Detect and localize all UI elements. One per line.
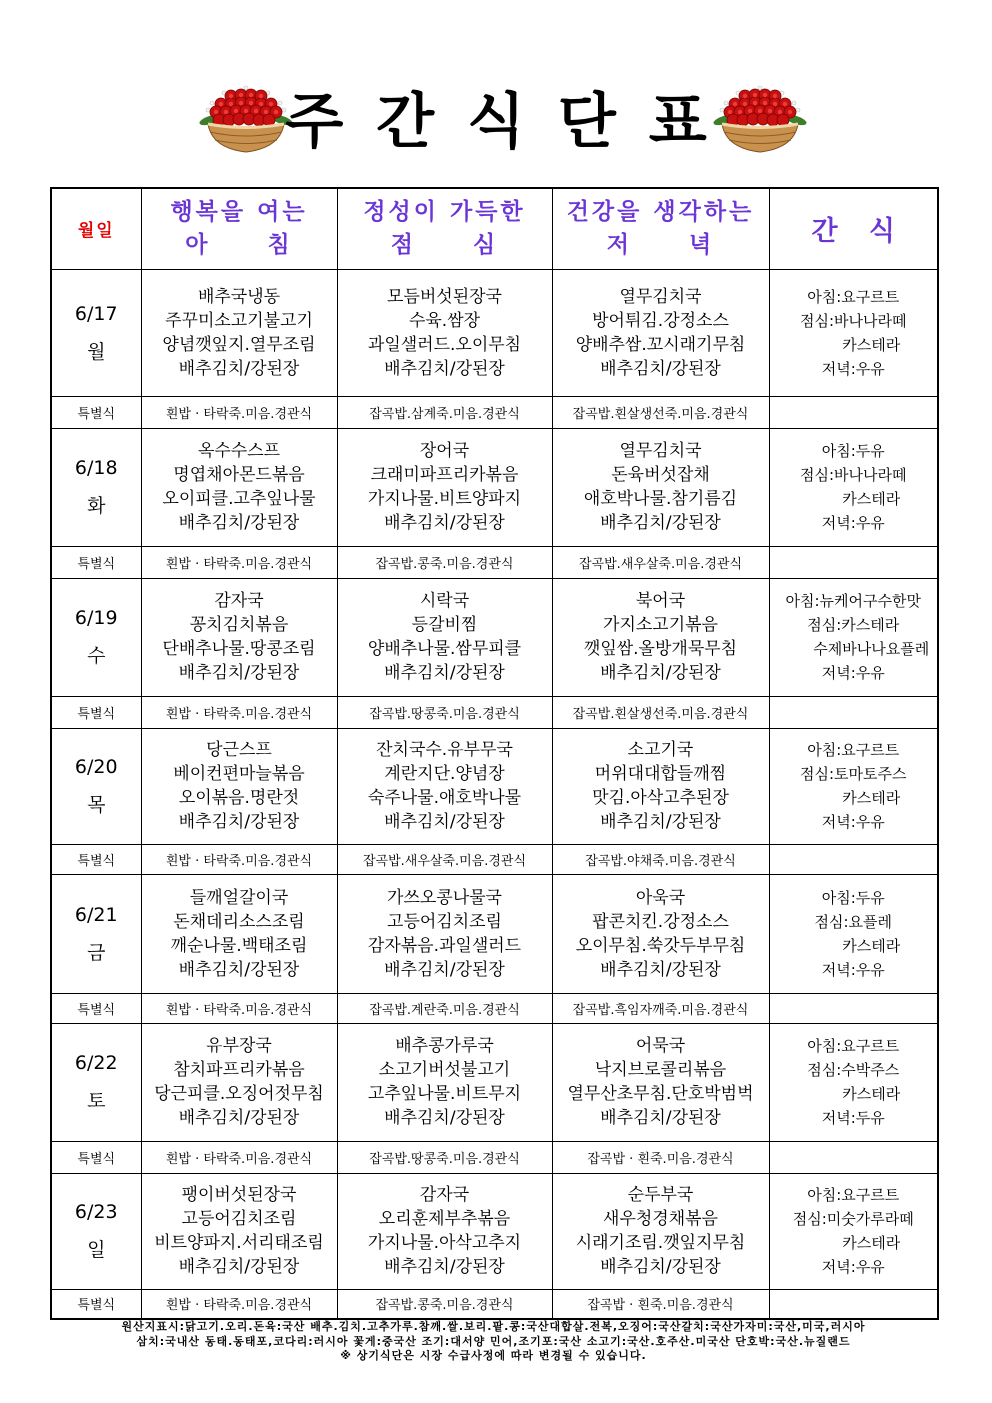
special-dinner: 잡곡밥.흰살생선죽.미음.경관식 xyxy=(552,696,769,728)
footer-notes xyxy=(40,1320,947,1364)
lunch-side-dishes: 감자볶음.과일샐러드 xyxy=(367,935,522,956)
dinner-main-dish: 가지소고기볶음 xyxy=(603,615,718,635)
snack-noon-extra: 카스테라 xyxy=(842,936,901,955)
lunch-soup: 장어국 xyxy=(419,441,470,461)
breakfast-side-dishes: 당근피클.오징어젓무침 xyxy=(154,1084,324,1104)
special-snack-empty xyxy=(769,696,938,728)
special-snack-empty xyxy=(769,844,938,874)
special-diet-label: 특별식 xyxy=(51,1289,141,1319)
snack-cell xyxy=(769,728,938,844)
date: 6/22 xyxy=(74,1052,118,1074)
date-cell xyxy=(51,1023,141,1141)
day-menu-row xyxy=(51,874,938,993)
special-snack-empty xyxy=(769,546,938,578)
snack-cell xyxy=(769,1173,938,1289)
breakfast-kimchi: 배추김치/강된장 xyxy=(178,1108,300,1128)
snack-noon: 점심:카스테라 xyxy=(807,616,900,634)
lunch-side-dishes: 고추잎나물.비트무지 xyxy=(367,1084,522,1104)
dinner-soup: 열무김치국 xyxy=(619,286,702,307)
special-dinner: 잡곡밥.야채죽.미음.경관식 xyxy=(552,844,769,874)
breakfast-soup: 감자국 xyxy=(214,591,264,611)
dinner-main-dish: 방어튀김.강정소스 xyxy=(592,310,729,331)
table-header xyxy=(51,188,938,269)
breakfast-soup: 옥수수스프 xyxy=(197,441,281,461)
special-diet-label: 특별식 xyxy=(51,1141,141,1173)
change-notice: ※ 상기식단은 시장 수급사정에 따라 변경될 수 있습니다. xyxy=(340,1349,647,1362)
breakfast-cell xyxy=(141,269,337,396)
dinner-kimchi: 배추김치/강된장 xyxy=(600,1108,721,1128)
special-diet-row xyxy=(51,993,938,1023)
dinner-cell xyxy=(552,1023,769,1141)
special-diet-label: 특별식 xyxy=(51,696,141,728)
lunch-cell xyxy=(337,578,552,696)
lunch-soup: 시락국 xyxy=(419,591,470,611)
special-dinner: 잡곡밥.흰살생선죽.미음.경관식 xyxy=(552,396,769,428)
special-snack-empty xyxy=(769,1141,938,1173)
dinner-header-label: 저 녁 xyxy=(606,231,715,258)
lunch-kimchi: 배추김치/강된장 xyxy=(384,513,505,533)
lunch-header xyxy=(337,188,552,269)
dinner-main-dish: 새우청경채볶음 xyxy=(603,1209,718,1229)
breakfast-cell xyxy=(141,428,337,546)
breakfast-kimchi: 배추김치/강된장 xyxy=(178,358,300,379)
dinner-header-slogan: 건강을 생각하는 xyxy=(566,198,755,225)
snack-noon-extra: 카스테라 xyxy=(842,789,901,807)
lunch-soup: 모듬버섯된장국 xyxy=(387,286,502,307)
snack-cell xyxy=(769,874,938,993)
snack-noon: 점심:바나나라떼 xyxy=(800,311,907,330)
special-diet-row xyxy=(51,844,938,874)
date-cell xyxy=(51,874,141,993)
special-diet-row xyxy=(51,1289,938,1319)
lunch-side-dishes: 과일샐러드.오이무침 xyxy=(367,334,522,355)
breakfast-side-dishes: 단배추나물.땅콩조림 xyxy=(162,639,316,659)
breakfast-soup: 당근스프 xyxy=(206,740,272,760)
special-snack-empty xyxy=(769,1289,938,1319)
snack-evening: 저녁:우유 xyxy=(821,359,885,378)
lunch-soup: 가쓰오콩나물국 xyxy=(387,887,502,908)
day-menu-row xyxy=(51,728,938,844)
special-diet-row xyxy=(51,1141,938,1173)
lunch-kimchi: 배추김치/강된장 xyxy=(384,812,505,832)
snack-noon-extra: 카스테라 xyxy=(842,1085,901,1103)
snack-morning: 아침:요구르트 xyxy=(807,741,900,759)
rose-bouquet-icon xyxy=(712,82,808,158)
date: 6/18 xyxy=(74,457,118,479)
breakfast-side-dishes: 오이볶음.명란젓 xyxy=(178,788,300,808)
date-cell xyxy=(51,428,141,546)
special-dinner: 잡곡밥.흑임자깨죽.미음.경관식 xyxy=(552,993,769,1023)
snack-noon: 점심:바나나라떼 xyxy=(800,466,907,484)
breakfast-main-dish: 꽁치김치볶음 xyxy=(189,615,289,635)
special-lunch: 잡곡밥.땅콩죽.미음.경관식 xyxy=(337,696,552,728)
lunch-header-slogan: 정성이 가득한 xyxy=(363,198,526,225)
dinner-soup: 소고기국 xyxy=(627,740,694,760)
dinner-kimchi: 배추김치/강된장 xyxy=(600,959,721,980)
breakfast-main-dish: 베이컨편마늘볶음 xyxy=(173,764,305,784)
breakfast-soup: 배추국냉동 xyxy=(197,286,281,307)
lunch-soup: 감자국 xyxy=(419,1185,470,1205)
breakfast-main-dish: 명엽채아몬드볶음 xyxy=(173,465,305,485)
special-breakfast: 흰밥 · 타락죽.미음.경관식 xyxy=(141,844,337,874)
special-breakfast: 흰밥 · 타락죽.미음.경관식 xyxy=(141,1289,337,1319)
dinner-side-dishes: 양배추쌈.꼬시래기무침 xyxy=(575,334,746,355)
snack-cell xyxy=(769,269,938,396)
date-cell xyxy=(51,728,141,844)
dinner-kimchi: 배추김치/강된장 xyxy=(600,812,721,832)
dinner-soup: 아욱국 xyxy=(635,887,686,908)
date: 6/20 xyxy=(74,756,118,778)
header-row xyxy=(51,188,938,269)
breakfast-header xyxy=(141,188,337,269)
date-cell xyxy=(51,1173,141,1289)
special-lunch: 잡곡밥.계란죽.미음.경관식 xyxy=(337,993,552,1023)
snack-evening: 저녁:우유 xyxy=(821,1258,885,1276)
dinner-side-dishes: 시래기조림.깻잎지무침 xyxy=(575,1233,746,1253)
lunch-main-dish: 등갈비찜 xyxy=(411,615,478,635)
snack-noon: 점심:요플레 xyxy=(814,912,892,931)
snack-noon-extra: 카스테라 xyxy=(842,490,901,508)
menu-body xyxy=(51,269,938,1319)
snack-noon: 점심:미숫가루라떼 xyxy=(792,1210,914,1228)
special-snack-empty xyxy=(769,396,938,428)
snack-evening: 저녁:두유 xyxy=(821,1109,885,1127)
breakfast-soup: 유부장국 xyxy=(206,1036,272,1056)
lunch-cell xyxy=(337,269,552,396)
special-lunch: 잡곡밥.콩죽.미음.경관식 xyxy=(337,1289,552,1319)
date: 6/19 xyxy=(74,607,118,629)
dinner-cell xyxy=(552,874,769,993)
dinner-cell xyxy=(552,269,769,396)
breakfast-header-slogan: 행복을 여는 xyxy=(170,198,308,225)
breakfast-kimchi: 배추김치/강된장 xyxy=(178,663,300,683)
lunch-kimchi: 배추김치/강된장 xyxy=(384,358,505,379)
special-dinner: 잡곡밥 · 흰죽.미음.경관식 xyxy=(552,1141,769,1173)
breakfast-main-dish: 참치파프리카볶음 xyxy=(173,1060,305,1080)
breakfast-header-label: 아 침 xyxy=(185,231,293,258)
lunch-side-dishes: 가지나물.아삭고추지 xyxy=(367,1233,522,1253)
breakfast-cell xyxy=(141,578,337,696)
date-header-label: 월일 xyxy=(77,221,115,242)
breakfast-main-dish: 돈채데리소스조림 xyxy=(173,911,305,932)
weekday: 화 xyxy=(87,495,106,517)
dinner-header xyxy=(552,188,769,269)
special-diet-label: 특별식 xyxy=(51,844,141,874)
lunch-main-dish: 계란지단.양념장 xyxy=(384,764,505,784)
date: 6/23 xyxy=(74,1201,118,1223)
origin-line-1: 원산지표시:닭고기.오리.돈육:국산 배추.김치.고추가루.참깨.쌀.보리.팥.콩:국산대합살.전복,오징어:국산갈치:국산가자미:국산,미국,러시아 xyxy=(121,1320,866,1333)
lunch-side-dishes: 양배추나물.쌈무피클 xyxy=(367,639,522,659)
snack-morning: 아침:요구르트 xyxy=(807,1186,900,1204)
breakfast-kimchi: 배추김치/강된장 xyxy=(178,959,300,980)
breakfast-side-dishes: 비트양파지.서리태조림 xyxy=(154,1233,324,1253)
day-menu-row xyxy=(51,428,938,546)
special-diet-row xyxy=(51,396,938,428)
dinner-cell xyxy=(552,728,769,844)
day-menu-row xyxy=(51,1173,938,1289)
lunch-soup: 배추콩가루국 xyxy=(395,1036,494,1056)
day-menu-row xyxy=(51,269,938,396)
date-header xyxy=(51,188,141,269)
dinner-soup: 열무김치국 xyxy=(619,441,702,461)
snack-header-label: 간 식 xyxy=(811,216,896,248)
snack-evening: 저녁:우유 xyxy=(821,514,885,532)
snack-morning: 아침:두유 xyxy=(821,442,885,460)
snack-morning: 아침:요구르트 xyxy=(807,1037,900,1055)
dinner-side-dishes: 애호박나물.참기름김 xyxy=(583,489,738,509)
special-lunch: 잡곡밥.땅콩죽.미음.경관식 xyxy=(337,1141,552,1173)
dinner-kimchi: 배추김치/강된장 xyxy=(600,513,721,533)
lunch-main-dish: 오리훈제부추볶음 xyxy=(378,1209,511,1229)
lunch-main-dish: 소고기버섯불고기 xyxy=(378,1060,511,1080)
snack-evening: 저녁:우유 xyxy=(821,960,885,979)
breakfast-cell xyxy=(141,1173,337,1289)
special-breakfast: 흰밥 · 타락죽.미음.경관식 xyxy=(141,993,337,1023)
dinner-cell xyxy=(552,578,769,696)
lunch-side-dishes: 가지나물.비트양파지 xyxy=(367,489,522,509)
lunch-cell xyxy=(337,1023,552,1141)
special-breakfast: 흰밥 · 타락죽.미음.경관식 xyxy=(141,396,337,428)
breakfast-kimchi: 배추김치/강된장 xyxy=(178,1257,300,1277)
snack-morning: 아침:요구르트 xyxy=(807,287,900,306)
lunch-soup: 잔치국수.유부무국 xyxy=(376,740,513,760)
dinner-soup: 북어국 xyxy=(635,591,686,611)
snack-cell xyxy=(769,578,938,696)
breakfast-main-dish: 주꾸미소고기불고기 xyxy=(165,310,313,331)
special-diet-row xyxy=(51,546,938,578)
day-menu-row xyxy=(51,1023,938,1141)
lunch-kimchi: 배추김치/강된장 xyxy=(384,1108,505,1128)
page-title: 주 간 식 단 표 xyxy=(285,87,707,157)
special-lunch: 잡곡밥.새우살죽.미음.경관식 xyxy=(337,844,552,874)
dinner-main-dish: 머위대대합들깨찜 xyxy=(594,764,727,784)
lunch-main-dish: 수육.쌈장 xyxy=(408,310,481,331)
lunch-cell xyxy=(337,428,552,546)
dinner-side-dishes: 오이무침.쑥갓두부무침 xyxy=(575,935,746,956)
lunch-main-dish: 고등어김치조림 xyxy=(387,911,502,932)
snack-morning: 아침:뉴케어구수한맛 xyxy=(785,592,921,610)
dinner-soup: 어묵국 xyxy=(635,1036,686,1056)
lunch-kimchi: 배추김치/강된장 xyxy=(384,1257,505,1277)
snack-cell xyxy=(769,1023,938,1141)
lunch-kimchi: 배추김치/강된장 xyxy=(384,959,505,980)
special-diet-label: 특별식 xyxy=(51,546,141,578)
lunch-header-label: 점 심 xyxy=(390,231,499,258)
dinner-cell xyxy=(552,428,769,546)
snack-noon-extra: 카스테라 xyxy=(842,1234,901,1252)
day-menu-row xyxy=(51,578,938,696)
snack-morning: 아침:두유 xyxy=(821,888,885,907)
dinner-main-dish: 팝콘치킨.강정소스 xyxy=(592,911,729,932)
date-cell xyxy=(51,269,141,396)
weekday: 토 xyxy=(87,1090,106,1112)
lunch-kimchi: 배추김치/강된장 xyxy=(384,663,505,683)
date-cell xyxy=(51,578,141,696)
weekday: 일 xyxy=(87,1239,106,1261)
dinner-side-dishes: 열무산초무침.단호박범벅 xyxy=(567,1084,754,1104)
date: 6/21 xyxy=(74,903,118,926)
lunch-cell xyxy=(337,1173,552,1289)
special-lunch: 잡곡밥.콩죽.미음.경관식 xyxy=(337,546,552,578)
dinner-kimchi: 배추김치/강된장 xyxy=(600,1257,721,1277)
snack-noon-extra: 카스테라 xyxy=(842,335,901,354)
special-diet-label: 특별식 xyxy=(51,396,141,428)
snack-cell xyxy=(769,428,938,546)
breakfast-kimchi: 배추김치/강된장 xyxy=(178,513,300,533)
lunch-main-dish: 크래미파프리카볶음 xyxy=(370,465,519,485)
weekday: 월 xyxy=(87,340,106,363)
breakfast-soup: 팽이버섯된장국 xyxy=(181,1185,297,1205)
dinner-main-dish: 돈육버섯잡채 xyxy=(611,465,710,485)
breakfast-main-dish: 고등어김치조림 xyxy=(181,1209,297,1229)
special-diet-label: 특별식 xyxy=(51,993,141,1023)
breakfast-side-dishes: 양념깻잎지.열무조림 xyxy=(162,334,316,355)
dinner-kimchi: 배추김치/강된장 xyxy=(600,358,721,379)
breakfast-cell xyxy=(141,874,337,993)
snack-noon: 점심:토마토주스 xyxy=(800,765,907,783)
snack-evening: 저녁:우유 xyxy=(821,664,885,682)
dinner-side-dishes: 깻잎쌈.올방개묵무침 xyxy=(583,639,738,659)
snack-evening: 저녁:우유 xyxy=(821,813,885,831)
breakfast-kimchi: 배추김치/강된장 xyxy=(178,812,300,832)
dinner-side-dishes: 맛김.아삭고추된장 xyxy=(592,788,729,808)
breakfast-side-dishes: 깨순나물.백태조림 xyxy=(170,935,308,956)
dinner-main-dish: 낙지브로콜리볶음 xyxy=(594,1060,727,1080)
date: 6/17 xyxy=(74,302,118,325)
weekly-menu-table xyxy=(50,187,939,1320)
breakfast-soup: 들깨얼갈이국 xyxy=(189,887,289,908)
snack-noon-extra: 수제바나나요플레 xyxy=(813,640,930,658)
special-snack-empty xyxy=(769,993,938,1023)
dinner-soup: 순두부국 xyxy=(627,1185,694,1205)
weekday: 수 xyxy=(87,645,106,667)
breakfast-side-dishes: 오이피클.고추잎나물 xyxy=(162,489,316,509)
special-diet-row xyxy=(51,696,938,728)
lunch-side-dishes: 숙주나물.애호박나물 xyxy=(367,788,522,808)
lunch-cell xyxy=(337,728,552,844)
breakfast-cell xyxy=(141,1023,337,1141)
lunch-cell xyxy=(337,874,552,993)
dinner-kimchi: 배추김치/강된장 xyxy=(600,663,721,683)
special-lunch: 잡곡밥.삼계죽.미음.경관식 xyxy=(337,396,552,428)
breakfast-cell xyxy=(141,728,337,844)
dinner-cell xyxy=(552,1173,769,1289)
origin-line-2: 삼치:국내산 동태.동태포,코다리:러시아 꽃게:중국산 조기:대서양 민어,조기포:국산 소고기:국산.호주산.미국산 단호박:국산.뉴질랜드 xyxy=(136,1334,851,1348)
weekday: 목 xyxy=(87,794,106,816)
snack-header xyxy=(769,188,938,269)
snack-noon: 점심:수박주스 xyxy=(807,1061,900,1079)
special-breakfast: 흰밥 · 타락죽.미음.경관식 xyxy=(141,696,337,728)
special-dinner: 잡곡밥 · 흰죽.미음.경관식 xyxy=(552,1289,769,1319)
special-breakfast: 흰밥 · 타락죽.미음.경관식 xyxy=(141,546,337,578)
weekday: 금 xyxy=(87,941,106,964)
special-dinner: 잡곡밥.새우살죽.미음.경관식 xyxy=(552,546,769,578)
special-breakfast: 흰밥 · 타락죽.미음.경관식 xyxy=(141,1141,337,1173)
